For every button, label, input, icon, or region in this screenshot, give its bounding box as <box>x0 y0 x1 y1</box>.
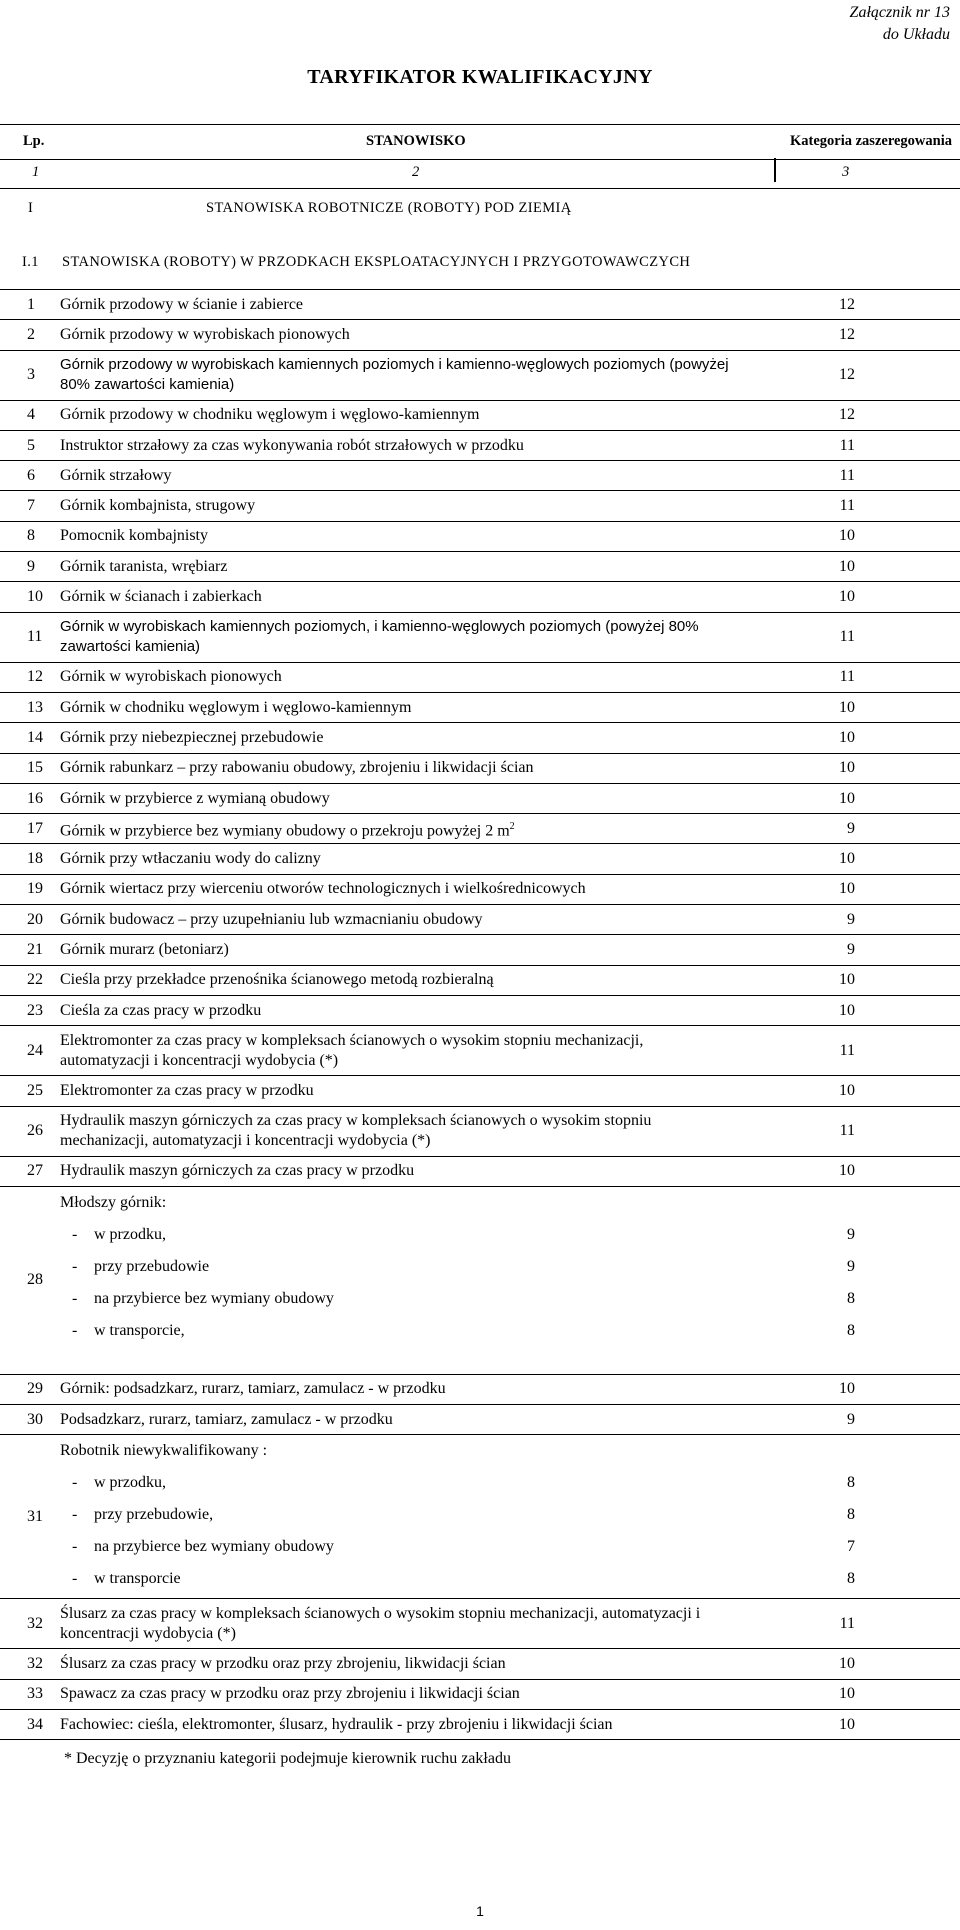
sub-item <box>60 1219 735 1251</box>
position-name-text: Elektromonter za czas pracy w kompleksach ścianowych o wysokim stopniu mechanizacji, automatyzacji i koncentracji wydobycia (*) <box>60 1031 644 1069</box>
section-I1-number: I.1 <box>22 254 39 270</box>
category-value: 10 <box>735 783 960 813</box>
sub-item <box>60 1531 735 1563</box>
group-heading: Robotnik niewykwalifikowany : <box>60 1442 268 1460</box>
position-name-text: Górnik w przybierce z wymianą obudowy <box>60 789 330 807</box>
row-number: 34 <box>0 1710 44 1740</box>
header-lp: Lp. <box>23 133 45 149</box>
table-row <box>0 965 960 995</box>
category-value: 12 <box>735 350 960 400</box>
dash-bullet: - <box>72 1538 78 1556</box>
category-value: 11 <box>735 461 960 491</box>
sub-item-label: w przodku, <box>94 1474 166 1492</box>
sub-item <box>60 1283 735 1315</box>
position-name-text: Górnik przy wtłaczaniu wody do calizny <box>60 850 321 868</box>
position-name <box>44 491 735 521</box>
position-name <box>44 521 735 551</box>
position-name-text: Hydraulik maszyn górniczych za czas pracy w kompleksach ścianowych o wysokim stopniu mechanizacji, automatyzacji i koncentracji wydobycia (*) <box>60 1112 652 1150</box>
table-row <box>0 1435 960 1599</box>
table-row <box>0 1649 960 1679</box>
row-number: 6 <box>0 461 44 491</box>
row-number: 4 <box>0 400 44 430</box>
position-name <box>44 1186 735 1374</box>
position-name-text: Górnik przodowy w wyrobiskach pionowych <box>60 325 350 343</box>
position-name <box>44 662 735 692</box>
row-number: 3 <box>0 350 44 400</box>
table-row <box>0 1374 960 1404</box>
position-name-text: Cieśla za czas pracy w przodku <box>60 1001 262 1019</box>
position-name <box>44 1405 735 1435</box>
position-name <box>44 552 735 582</box>
row-number: 16 <box>0 783 44 813</box>
position-name-text: Podsadzkarz, rurarz, tamiarz, zamulacz - w przodku <box>60 1410 393 1428</box>
category-value: 9 <box>735 814 960 844</box>
table-row <box>0 783 960 813</box>
row-number: 8 <box>0 521 44 551</box>
position-name <box>44 692 735 722</box>
table-row <box>0 1156 960 1186</box>
category-value: 10 <box>735 1679 960 1709</box>
position-name-text: Hydraulik maszyn górniczych za czas pracy w przodku <box>60 1162 415 1180</box>
table-row <box>0 723 960 753</box>
dash-bullet: - <box>72 1506 78 1524</box>
sub-category-value: 8 <box>847 1570 855 1588</box>
category-value: 10 <box>735 582 960 612</box>
table-row <box>0 521 960 551</box>
position-name <box>44 783 735 813</box>
row-number: 2 <box>0 320 44 350</box>
row-number: 5 <box>0 430 44 460</box>
category-value: 10 <box>735 844 960 874</box>
colnum-3: 3 <box>842 164 850 180</box>
section-I-title: STANOWISKA ROBOTNICZE (ROBOTY) POD ZIEMIĄ <box>206 200 572 216</box>
category-value: 12 <box>735 400 960 430</box>
table-row <box>0 662 960 692</box>
position-name-text: Instruktor strzałowy za czas wykonywania robót strzałowych w przodku <box>60 436 524 454</box>
table-row <box>0 1026 960 1076</box>
table-row <box>0 1076 960 1106</box>
position-name <box>44 350 735 400</box>
table-row <box>0 905 960 935</box>
category-value: 10 <box>735 874 960 904</box>
sub-item-label: przy przebudowie <box>94 1257 210 1275</box>
row-number: 28 <box>0 1186 44 1374</box>
section-I-number: I <box>28 200 34 216</box>
category-value: 10 <box>735 1156 960 1186</box>
category-value: 10 <box>735 1374 960 1404</box>
superscript: 2 <box>509 820 515 832</box>
category-value: 9 <box>735 935 960 965</box>
category-value: 10 <box>735 552 960 582</box>
position-name-text: Górnik strzałowy <box>60 466 172 484</box>
category-value: 9 <box>735 905 960 935</box>
table-row <box>0 935 960 965</box>
position-name <box>44 874 735 904</box>
sub-item <box>60 1315 735 1347</box>
category-value: 12 <box>735 320 960 350</box>
sub-item-label: w przodku, <box>94 1225 166 1243</box>
row-number: 9 <box>0 552 44 582</box>
table-row <box>0 692 960 722</box>
position-name <box>44 1106 735 1156</box>
dash-bullet: - <box>72 1321 78 1339</box>
row-number: 7 <box>0 491 44 521</box>
row-number: 29 <box>0 1374 44 1404</box>
category-value: 11 <box>735 491 960 521</box>
sub-category-value: 9 <box>847 1257 855 1275</box>
sub-item <box>60 1467 735 1499</box>
table-row <box>0 491 960 521</box>
position-name <box>44 1649 735 1679</box>
position-name-text: Ślusarz za czas pracy w kompleksach ścianowych o wysokim stopniu mechanizacji, automatyzacji i koncentracji wydobycia (*) <box>60 1604 701 1642</box>
row-number: 33 <box>0 1679 44 1709</box>
position-name <box>44 1156 735 1186</box>
document-title: TARYFIKATOR KWALIFIKACYJNY <box>307 66 653 88</box>
position-name-text: Cieśla przy przekładce przenośnika ścianowego metodą rozbieralną <box>60 971 494 989</box>
row-number: 14 <box>0 723 44 753</box>
header-category: Kategoria zaszeregowania <box>789 133 952 149</box>
table-row <box>0 582 960 612</box>
table-row <box>0 844 960 874</box>
position-name-text: Fachowiec: cieśla, elektromonter, ślusarz, hydraulik - przy zbrojeniu i likwidacji ścian <box>60 1715 613 1733</box>
position-name-text: Górnik przy niebezpiecznej przebudowie <box>60 728 324 746</box>
position-name <box>44 814 735 844</box>
row-number: 30 <box>0 1405 44 1435</box>
category-value: 12 <box>735 290 960 320</box>
category-value: 10 <box>735 1076 960 1106</box>
category-value: 11 <box>735 1599 960 1649</box>
sub-category-value: 8 <box>847 1289 855 1307</box>
table-row <box>0 1599 960 1649</box>
position-name <box>44 995 735 1025</box>
row-number: 22 <box>0 965 44 995</box>
footnote: * Decyzję o przyznaniu kategorii podejmuje kierownik ruchu zakładu <box>64 1750 511 1767</box>
row-number: 1 <box>0 290 44 320</box>
position-name <box>44 430 735 460</box>
position-name-text: Górnik przodowy w chodniku węglowym i węglowo-kamiennym <box>60 406 480 424</box>
position-name-text: Pomocnik kombajnisty <box>60 527 208 545</box>
position-name-text: Górnik w przybierce bez wymiany obudowy o przekroju powyżej 2 m <box>60 821 510 839</box>
position-name <box>44 935 735 965</box>
table-row <box>0 1679 960 1709</box>
sub-category-value: 8 <box>847 1474 855 1492</box>
position-name <box>44 461 735 491</box>
table-row <box>0 753 960 783</box>
row-number: 23 <box>0 995 44 1025</box>
attachment-line2: do Układu <box>882 26 950 43</box>
category-spacer <box>735 1435 855 1467</box>
sub-category-value: 9 <box>847 1225 855 1243</box>
row-number: 21 <box>0 935 44 965</box>
group-heading: Młodszy górnik: <box>60 1193 167 1211</box>
category-value <box>735 1435 960 1599</box>
position-name <box>44 290 735 320</box>
sub-category-value: 7 <box>847 1538 855 1556</box>
position-name <box>44 1076 735 1106</box>
dash-bullet: - <box>72 1225 78 1243</box>
row-number: 32 <box>0 1649 44 1679</box>
table-row <box>0 1106 960 1156</box>
row-number: 25 <box>0 1076 44 1106</box>
position-name-text: Górnik przodowy w wyrobiskach kamiennych poziomych i kamienno-węglowych poziomych (powyżej 80% zawartości kamienia) <box>60 356 729 394</box>
position-name-text: Górnik murarz (betoniarz) <box>60 940 229 958</box>
position-name <box>44 753 735 783</box>
row-number: 12 <box>0 662 44 692</box>
row-number: 11 <box>0 612 44 662</box>
row-number: 24 <box>0 1026 44 1076</box>
position-name-text: Górnik w wyrobiskach kamiennych poziomych, i kamienno-węglowych poziomych (powyżej 80% zawartości kamienia) <box>60 618 699 656</box>
dash-bullet: - <box>72 1289 78 1307</box>
category-value: 10 <box>735 965 960 995</box>
position-name-text: Górnik: podsadzkarz, rurarz, tamiarz, zamulacz - w przodku <box>60 1380 446 1398</box>
position-name-text: Ślusarz za czas pracy w przodku oraz przy zbrojeniu, likwidacji ścian <box>60 1655 506 1673</box>
table-row <box>0 350 960 400</box>
row-number: 19 <box>0 874 44 904</box>
position-name <box>44 844 735 874</box>
position-name-text: Górnik wiertacz przy wierceniu otworów technologicznych i wielkośrednicowych <box>60 880 586 898</box>
row-number: 26 <box>0 1106 44 1156</box>
category-value: 10 <box>735 723 960 753</box>
sub-category-value: 8 <box>847 1506 855 1524</box>
attachment-line1: Załącznik nr 13 <box>849 4 950 21</box>
category-value: 10 <box>735 521 960 551</box>
category-value: 10 <box>735 692 960 722</box>
section-I1-title: STANOWISKA (ROBOTY) W PRZODKACH EKSPLOATACYJNYCH I PRZYGOTOWAWCZYCH <box>62 254 691 270</box>
position-name <box>44 582 735 612</box>
colnum-1: 1 <box>32 164 40 180</box>
page-number: 1 <box>476 1903 484 1919</box>
position-name <box>44 965 735 995</box>
position-name-text: Górnik budowacz – przy uzupełnianiu lub wzmacnianiu obudowy <box>60 910 483 928</box>
position-name <box>44 1435 735 1599</box>
position-name <box>44 612 735 662</box>
position-name <box>44 1374 735 1404</box>
table-row <box>0 814 960 844</box>
header-position: STANOWISKO <box>366 133 466 149</box>
position-name <box>44 723 735 753</box>
row-number: 20 <box>0 905 44 935</box>
qualification-table <box>0 289 960 1740</box>
sub-category-value: 8 <box>847 1321 855 1339</box>
row-number: 32 <box>0 1599 44 1649</box>
table-header <box>0 124 960 160</box>
table-row <box>0 1710 960 1740</box>
table-row <box>0 1405 960 1435</box>
table-row <box>0 320 960 350</box>
position-name-text: Spawacz za czas pracy w przodku oraz przy zbrojeniu i likwidacji ścian <box>60 1685 520 1703</box>
attachment-note <box>850 2 950 46</box>
category-value: 11 <box>735 1026 960 1076</box>
position-name-text: Górnik w chodniku węglowym i węglowo-kamiennym <box>60 698 412 716</box>
row-number: 17 <box>0 814 44 844</box>
position-name <box>44 1026 735 1076</box>
category-value: 9 <box>735 1405 960 1435</box>
row-number: 31 <box>0 1435 44 1599</box>
table-row <box>0 612 960 662</box>
position-name <box>44 400 735 430</box>
category-value <box>735 1186 960 1374</box>
category-value: 11 <box>735 1106 960 1156</box>
position-name-text: Górnik w ścianach i zabierkach <box>60 588 262 606</box>
sub-item <box>60 1499 735 1531</box>
table-row <box>0 552 960 582</box>
position-name <box>44 1679 735 1709</box>
table-row <box>0 461 960 491</box>
row-number: 15 <box>0 753 44 783</box>
dash-bullet: - <box>72 1474 78 1492</box>
category-value: 10 <box>735 1710 960 1740</box>
category-value: 10 <box>735 753 960 783</box>
category-value: 11 <box>735 430 960 460</box>
row-number: 18 <box>0 844 44 874</box>
table-row <box>0 290 960 320</box>
table-row <box>0 995 960 1025</box>
sub-item-label: w transporcie <box>94 1570 181 1588</box>
sub-item-label: na przybierce bez wymiany obudowy <box>94 1289 334 1307</box>
position-name-text: Górnik taranista, wrębiarz <box>60 557 228 575</box>
row-number: 13 <box>0 692 44 722</box>
sub-item-label: na przybierce bez wymiany obudowy <box>94 1538 334 1556</box>
column-separator <box>774 158 776 182</box>
position-name <box>44 1710 735 1740</box>
colnum-2: 2 <box>412 164 420 180</box>
position-name <box>44 905 735 935</box>
position-name-text: Górnik przodowy w ścianie i zabierce <box>60 295 304 313</box>
position-name <box>44 1599 735 1649</box>
sub-item <box>60 1251 735 1283</box>
category-value: 10 <box>735 995 960 1025</box>
position-name-text: Górnik rabunkarz – przy rabowaniu obudowy, zbrojeniu i likwidacji ścian <box>60 759 534 777</box>
dash-bullet: - <box>72 1257 78 1275</box>
table-row <box>0 400 960 430</box>
table-row <box>0 874 960 904</box>
column-numbers <box>0 158 960 189</box>
position-name <box>44 320 735 350</box>
category-value: 10 <box>735 1649 960 1679</box>
dash-bullet: - <box>72 1570 78 1588</box>
category-value: 11 <box>735 612 960 662</box>
category-spacer <box>735 1187 855 1219</box>
position-name-text: Górnik kombajnista, strugowy <box>60 497 256 515</box>
position-name-text: Elektromonter za czas pracy w przodku <box>60 1081 314 1099</box>
row-number: 27 <box>0 1156 44 1186</box>
table-row <box>0 1186 960 1374</box>
table-row <box>0 430 960 460</box>
sub-item-label: przy przebudowie, <box>94 1506 214 1524</box>
row-number: 10 <box>0 582 44 612</box>
position-name-text: Górnik w wyrobiskach pionowych <box>60 668 282 686</box>
sub-item-label: w transporcie, <box>94 1321 185 1339</box>
sub-item <box>60 1563 735 1595</box>
category-value: 11 <box>735 662 960 692</box>
